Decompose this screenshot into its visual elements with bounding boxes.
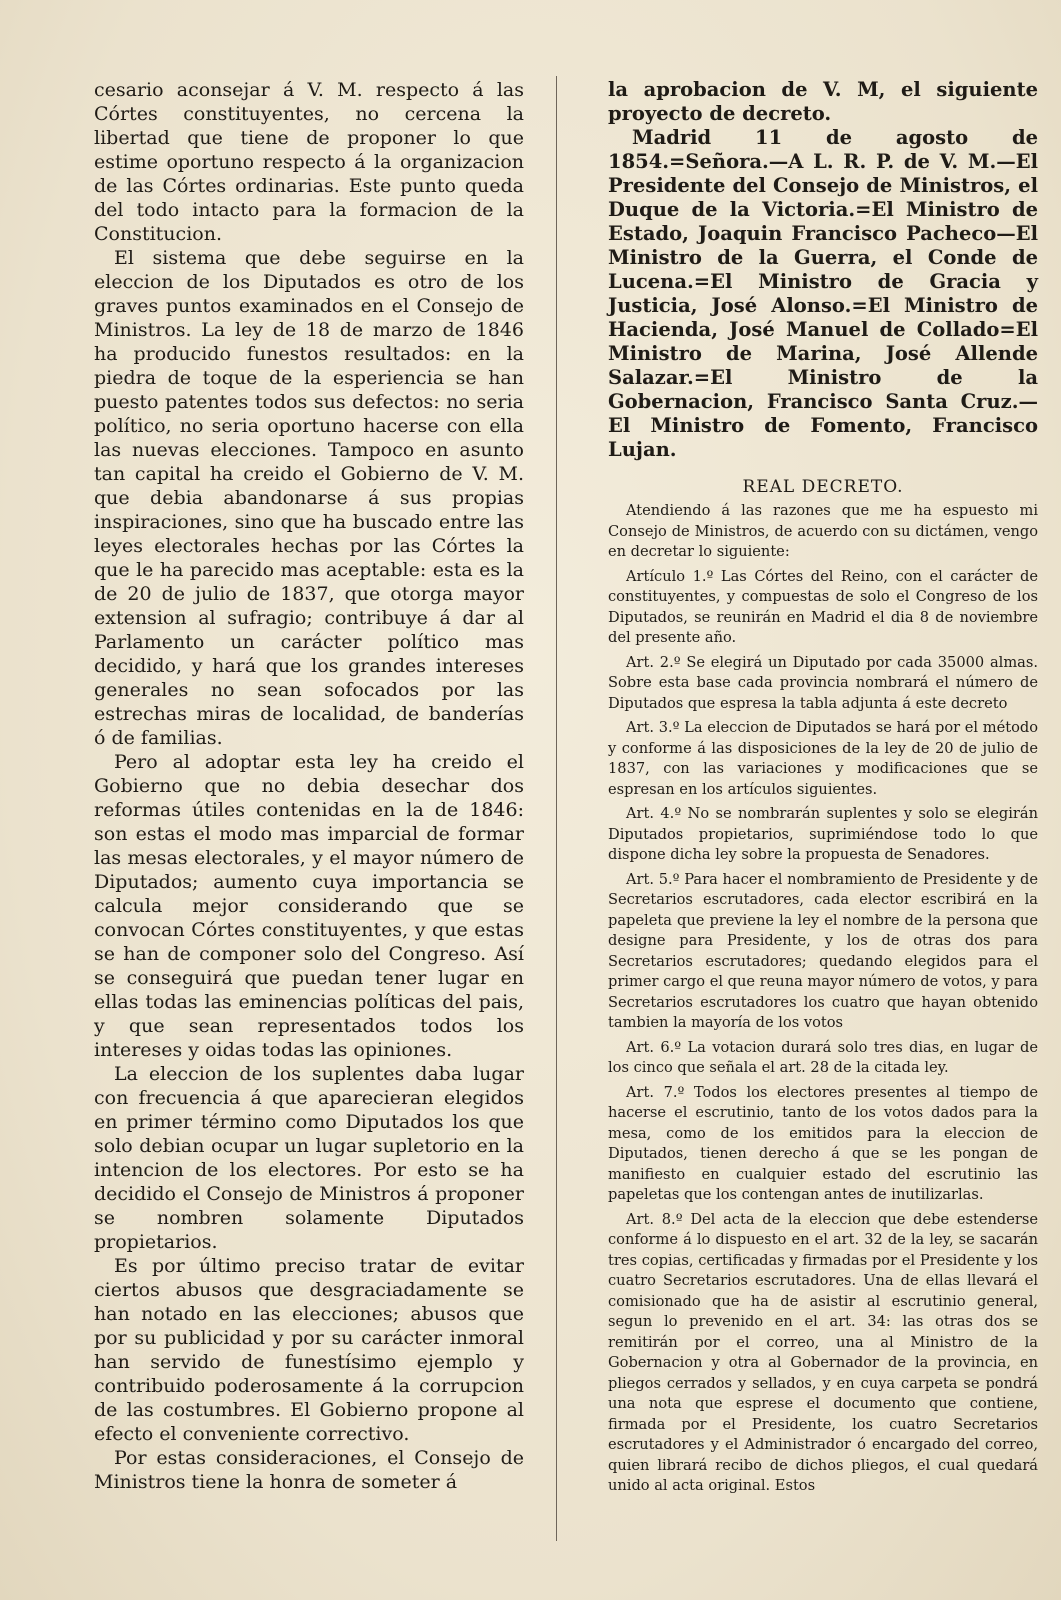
decree-article-3: Art. 3.º La eleccion de Diputados se hará por el método y conforme á las disposiciones de la ley de 20 de julio de 1837, con las variaciones y modificaciones que se espresan en los artículos siguientes. xyxy=(608,719,1038,798)
left-paragraph-3: Pero al adoptar esta ley ha creido el Gobierno que no debia desechar dos reformas útiles contenidas en la de 1846: son estas el modo mas imparcial de formar las mesas electorales, y el mayor número de Diputados; aumento cuya importancia se calcula mejor considerando que se convocan Córtes constituyentes, y que estas se han de componer solo del Congreso. Así se conseguirá que puedan tener lugar en ellas todas las eminencias políticas del pais, y que sean representados todos los intereses y oidas todas las opiniones. xyxy=(94,751,524,1061)
left-paragraph-2: El sistema que debe seguirse en la eleccion de los Diputados es otro de los graves puntos examinados en el Consejo de Ministros. La ley de 18 de marzo de 1846 ha producido funestos resultados: en la piedra de toque de la esperiencia se han puesto patentes todos sus defectos: no seria político, no seria oportuno hacerse con ella las nuevas elecciones. Tampoco en asunto tan capital ha creido el Gobierno de V. M. que debia abandonarse á sus propias inspiraciones, sino que ha buscado entre las leyes electorales hechas por las Córtes la que le ha parecido mas aceptable: esta es la de 20 de julio de 1837, que otorga mayor extension al sufragio; contribuye á dar al Parlamento un carácter político mas decidido, y hará que los grandes intereses generales no sean sofocados por las estrechas miras de localidad, de banderías ó de familias. xyxy=(94,247,524,749)
left-paragraph-4: La eleccion de los suplentes daba lugar con frecuencia á que aparecieran elegidos en primer término como Diputados los que solo debian ocupar un lugar supletorio en la intencion de los electores. Por esto se ha decidido el Consejo de Ministros á proponer se nombren solamente Diputados propietarios. xyxy=(94,1063,524,1253)
decree-body xyxy=(608,501,1038,1497)
decree-article-7: Art. 7.º Todos los electores presentes al tiempo de hacerse el escrutinio, tanto de los votos dados para la mesa, como de los emitidos para la eleccion de Diputados, tienen derecho á que se les pongan de manifiesto en cualquier estado del escrutinio las papeletas que los contengan antes de inutilizarlas. xyxy=(608,1083,1038,1203)
left-paragraph-6: Por estas consideraciones, el Consejo de Ministros tiene la honra de someter á xyxy=(94,1447,524,1493)
right-column xyxy=(608,78,1038,1501)
decree-proposal xyxy=(608,78,1038,462)
decree-preamble: Atendiendo á las razones que me ha espuesto mi Consejo de Ministros, de acuerdo con su dictámen, vengo en decretar lo siguiente: xyxy=(608,502,1038,560)
ministers-signatures: Madrid 11 de agosto de 1854.=Señora.—A L. R. P. de V. M.—El Presidente del Consejo de Ministros, el Duque de la Victoria.=El Ministro de Estado, Joaquin Francisco Pacheco—El Ministro de la Guerra, el Conde de Lucena.=El Ministro de Gracia y Justicia, José Alonso.=El Ministro de Hacienda, José Manuel de Collado=El Ministro de Marina, José Allende Salazar.=El Ministro de la Gobernacion, Francisco Santa Cruz.—El Ministro de Fomento, Francisco Lujan. xyxy=(608,126,1038,461)
left-paragraph-1: cesario aconsejar á V. M. respecto á las Córtes constituyentes, no cercena la libertad que tiene de proponer lo que estime oportuno respecto á la organizacion de las Córtes ordinarias. Este punto queda del todo intacto para la formacion de la Constitucion. xyxy=(94,79,524,245)
column-divider xyxy=(556,76,557,1541)
decree-article-2: Art. 2.º Se elegirá un Diputado por cada 35000 almas. Sobre esta base cada provincia nombrará el número de Diputados que espresa la tabla adjunta á este decreto xyxy=(608,653,1038,712)
decree-article-5: Art. 5.º Para hacer el nombramiento de Presidente y de Secretarios escrutadores, cada elector escribirá en la papeleta que previene la ley el nombre de la persona que designe para Presidente, y los de otras dos para Secretarios escrutadores; quedando elegidos para el primer cargo el que reuna mayor número de votos, y para Secretarios escrutadores los cuatro que hayan obtenido tambien la mayoría de los votos xyxy=(608,870,1038,1031)
decree-article-8: Art. 8.º Del acta de la eleccion que debe estenderse conforme á lo dispuesto en el art. 32 de la ley, se sacarán tres copias, certificadas y firmadas por el Presidente y los cuatro Secretarios escrutadores. Una de ellas llevará el comisionado que ha de asistir al escrutinio general, segun lo prevenido en el art. 34: las otras dos se remitirán por el correo, una al Ministro de la Gobernacion y otra al Gobernador de la provincia, en pliegos cerrados y sellados, y en cuya carpeta se pondrá una nota que esprese el documento que contiene, firmada por el Presidente, los cuatro Secretarios escrutadores y el Administrador ó encargado del correo, quien librará recibo de dichos pliegos, el cual quedará unido al acta original. Estos xyxy=(608,1210,1038,1494)
left-paragraph-5: Es por último preciso tratar de evitar ciertos abusos que desgraciadamente se han notado en las elecciones; abusos que por su publicidad y por su carácter inmoral han servido de funestísimo ejemplo y contribuido poderosamente á la corrupcion de las costumbres. El Gobierno propone al efecto el conveniente correctivo. xyxy=(94,1255,524,1445)
left-column xyxy=(94,78,524,1494)
proposal-paragraph: la aprobacion de V. M, el siguiente proyecto de decreto. xyxy=(608,78,1038,125)
decree-article-6: Art. 6.º La votacion durará solo tres dias, en lugar de los cinco que señala el art. 28 de la citada ley. xyxy=(608,1038,1038,1076)
decree-article-1: Artículo 1.º Las Córtes del Reino, con el carácter de constituyentes, y compuestas de solo el Congreso de los Diputados, se reunirán en Madrid el dia 8 de noviembre del presente año. xyxy=(608,567,1038,646)
decree-article-4: Art. 4.º No se nombrarán suplentes y solo se elegirán Diputados propietarios, suprimiéndose todo lo que dispone dicha ley sobre la propuesta de Senadores. xyxy=(608,805,1038,863)
decree-title: REAL DECRETO. xyxy=(742,477,904,497)
